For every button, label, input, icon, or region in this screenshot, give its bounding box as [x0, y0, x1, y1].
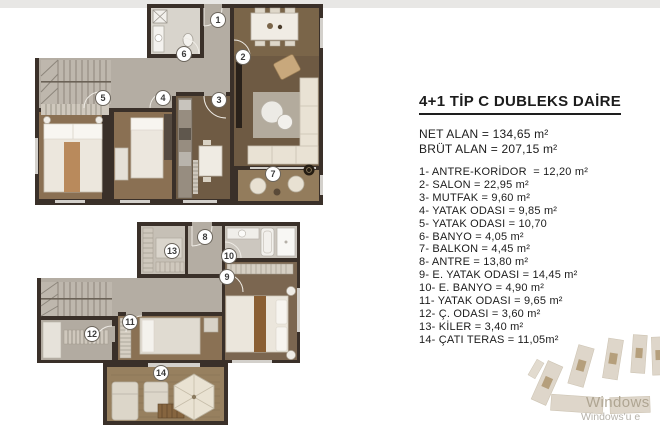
balcony-table — [274, 189, 281, 196]
wicker-chair — [250, 178, 266, 194]
svg-text:4: 4 — [160, 93, 166, 104]
svg-text:11: 11 — [125, 317, 135, 328]
staircase — [41, 60, 111, 115]
room-list-item: 1- ANTRE-KORİDOR = 12,20 m² — [419, 166, 589, 178]
room-number-badge — [211, 13, 226, 28]
svg-text:3: 3 — [216, 95, 222, 106]
svg-text:2: 2 — [240, 52, 246, 63]
side-table — [204, 318, 218, 332]
wardrobe — [164, 114, 172, 160]
page-title: 4+1 TİP C DUBLEKS DAİRE — [419, 93, 621, 115]
room-number-badge — [165, 244, 180, 259]
kitchen-counter — [178, 98, 192, 198]
dining-set — [251, 8, 298, 46]
net-area: NET ALAN = 134,65 m² — [419, 127, 549, 141]
apartment-info-panel — [419, 93, 657, 347]
staircase — [41, 282, 112, 316]
side-table — [304, 165, 315, 176]
room-list-item: 13- KİLER = 3,40 m² — [419, 320, 524, 333]
room-number-badge — [222, 249, 237, 264]
wicker-chair — [288, 176, 304, 192]
kitchen-table — [199, 146, 222, 176]
svg-text:14: 14 — [155, 368, 167, 379]
svg-text:10: 10 — [223, 251, 235, 262]
svg-text:5: 5 — [100, 93, 106, 104]
dining-table — [251, 13, 298, 40]
room-list-item: 11- YATAK ODASI = 9,65 m² — [419, 295, 563, 308]
room-list-item: 2- SALON = 22,95 m² — [419, 178, 529, 191]
room-number-badge — [154, 366, 169, 381]
bedroom5-furniture — [44, 117, 103, 193]
svg-text:8: 8 — [202, 232, 208, 243]
room-number-badge — [96, 91, 111, 106]
cabinet — [43, 322, 61, 358]
room-number-badge — [212, 93, 227, 108]
area-summary — [419, 127, 657, 156]
radiator — [193, 160, 198, 194]
svg-text:6: 6 — [181, 49, 187, 60]
lower-floor-plan — [37, 222, 300, 425]
windows-watermark-subtitle: Windows'u e — [581, 411, 641, 423]
room-number-badge — [220, 270, 235, 285]
room-list-item: 5- YATAK ODASI = 10,70 — [419, 217, 548, 230]
windows-watermark-title: Windows — [586, 394, 650, 411]
room-number-badge — [198, 230, 213, 245]
gross-area: BRÜT ALAN = 207,15 m² — [419, 141, 558, 156]
room-list — [419, 166, 657, 347]
closet — [227, 264, 293, 274]
room-list-item: 6- BANYO = 4,05 m² — [419, 230, 524, 243]
room-number-badge — [236, 50, 251, 65]
svg-text:1: 1 — [215, 15, 221, 26]
room-list-item: 7- BALKON = 4,45 m² — [419, 243, 531, 256]
room-list-item: 9- E. YATAK ODASI = 14,45 m² — [419, 269, 578, 282]
room-number-badge — [85, 327, 100, 342]
svg-text:13: 13 — [166, 246, 178, 257]
room-list-item: 14- ÇATI TERAS = 11,05m² — [419, 333, 559, 346]
lounge-chair — [112, 382, 138, 420]
svg-text:12: 12 — [86, 329, 98, 340]
room-number-badge — [266, 167, 281, 182]
bathtub-icon — [261, 228, 274, 256]
room-number-badge — [123, 315, 138, 330]
room-list-item: 3- MUTFAK = 9,60 m² — [419, 191, 531, 204]
room-list-item: 10- E. BANYO = 4,90 m² — [419, 282, 545, 295]
room-number-badge — [177, 47, 192, 62]
room-number-badge — [156, 91, 171, 106]
svg-text:7: 7 — [270, 169, 276, 180]
upper-floor-plan — [35, 4, 323, 205]
shelving — [143, 228, 153, 272]
room-list-item: 12- Ç. ODASI = 3,60 m² — [419, 307, 541, 320]
tv-console — [236, 62, 242, 128]
room-list-item: 4- YATAK ODASI = 9,85 m² — [419, 204, 558, 217]
svg-text:9: 9 — [224, 272, 230, 283]
room-list-item: 8- ANTRE = 13,80 m² — [419, 256, 529, 269]
desk — [115, 148, 128, 180]
